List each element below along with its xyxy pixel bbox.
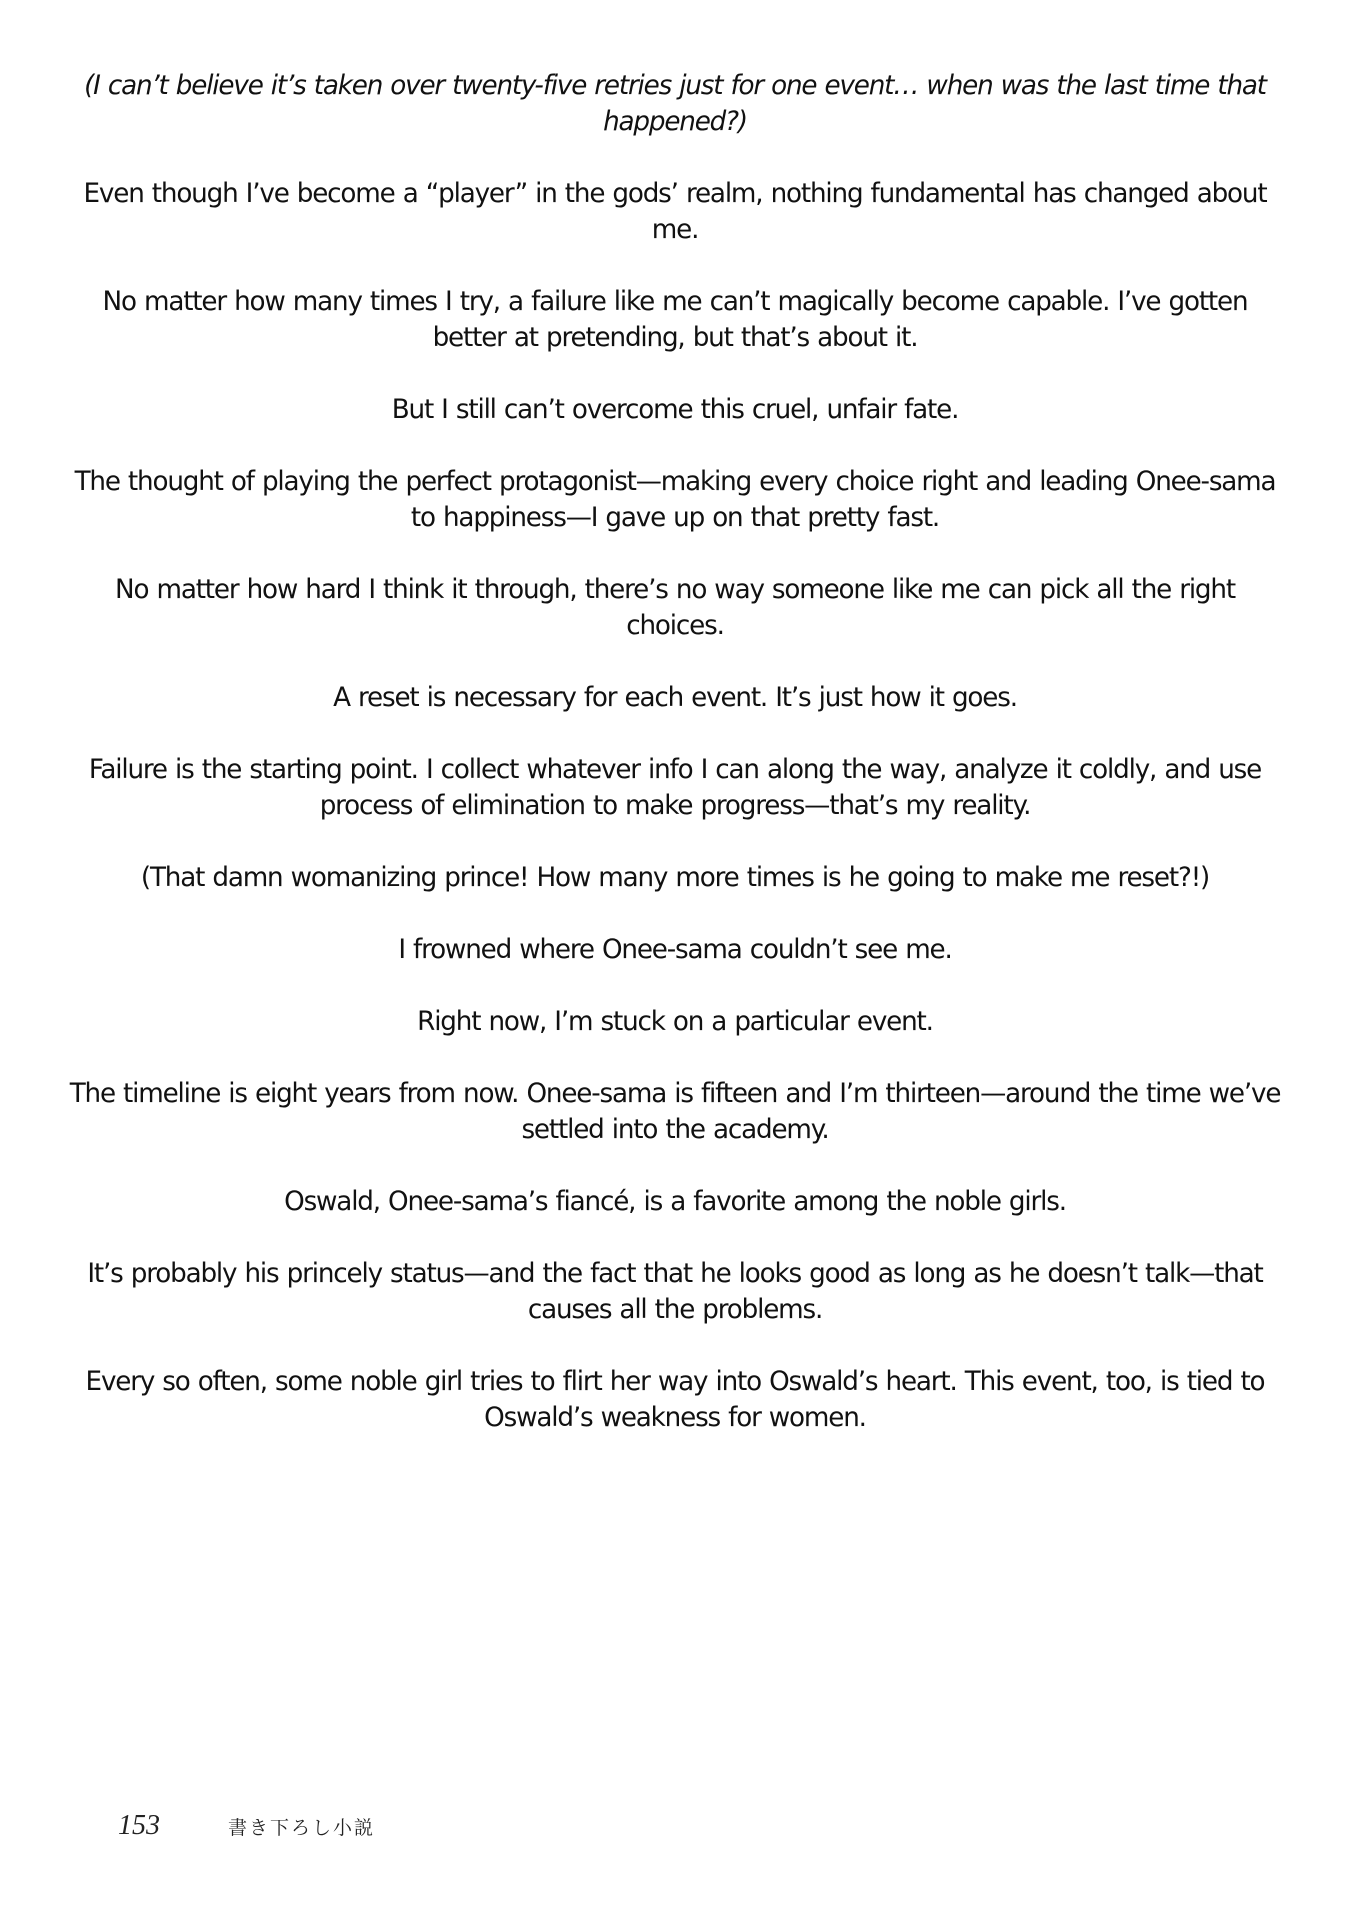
paragraph: No matter how many times I try, a failure like me can’t magically become capable. I’ve gotten better at pretending, but that’s about it. [102, 286, 1248, 353]
paragraph: Oswald, Onee-sama’s fiancé, is a favorite among the noble girls. [284, 1186, 1066, 1217]
paragraph: Failure is the starting point. I collect whatever info I can along the way, analyze it coldly, and use process of elimination to make progress—that’s my reality. [88, 754, 1262, 821]
paragraph: No matter how hard I think it through, there’s no way someone like me can pick all the right choices. [115, 574, 1235, 641]
paragraph-inner-thought-2: (That damn womanizing prince! How many more times is he going to make me reset?!) [140, 862, 1210, 893]
page-body [50, 68, 1300, 1472]
paragraph: But I still can’t overcome this cruel, unfair fate. [391, 394, 959, 425]
paragraph: A reset is necessary for each event. It’s just how it goes. [333, 682, 1017, 713]
page-footer [118, 1808, 375, 1844]
paragraph-inner-thought-1: (I can’t believe it’s taken over twenty-five retries just for one event… when was the last time that happened?) [84, 70, 1266, 137]
paragraph: It’s probably his princely status—and the fact that he looks good as long as he doesn’t talk—that causes all the problems. [87, 1258, 1263, 1325]
paragraph: Right now, I’m stuck on a particular event. [417, 1006, 933, 1037]
paragraph: Even though I’ve become a “player” in the gods’ realm, nothing fundamental has changed about me. [83, 178, 1267, 245]
page-number: 153 [118, 1810, 160, 1841]
paragraph: I frowned where Onee-sama couldn’t see me. [398, 934, 952, 965]
paragraph: The timeline is eight years from now. Onee-sama is fifteen and I’m thirteen—around the time we’ve settled into the academy. [69, 1078, 1281, 1145]
section-title: 書き下ろし小説 [228, 1816, 376, 1839]
paragraph: The thought of playing the perfect protagonist—making every choice right and leading Onee-sama to happiness—I gave up on that pretty fast. [74, 466, 1276, 533]
paragraph: Every so often, some noble girl tries to flirt her way into Oswald’s heart. This event, too, is tied to Oswald’s weakness for women. [85, 1366, 1265, 1433]
